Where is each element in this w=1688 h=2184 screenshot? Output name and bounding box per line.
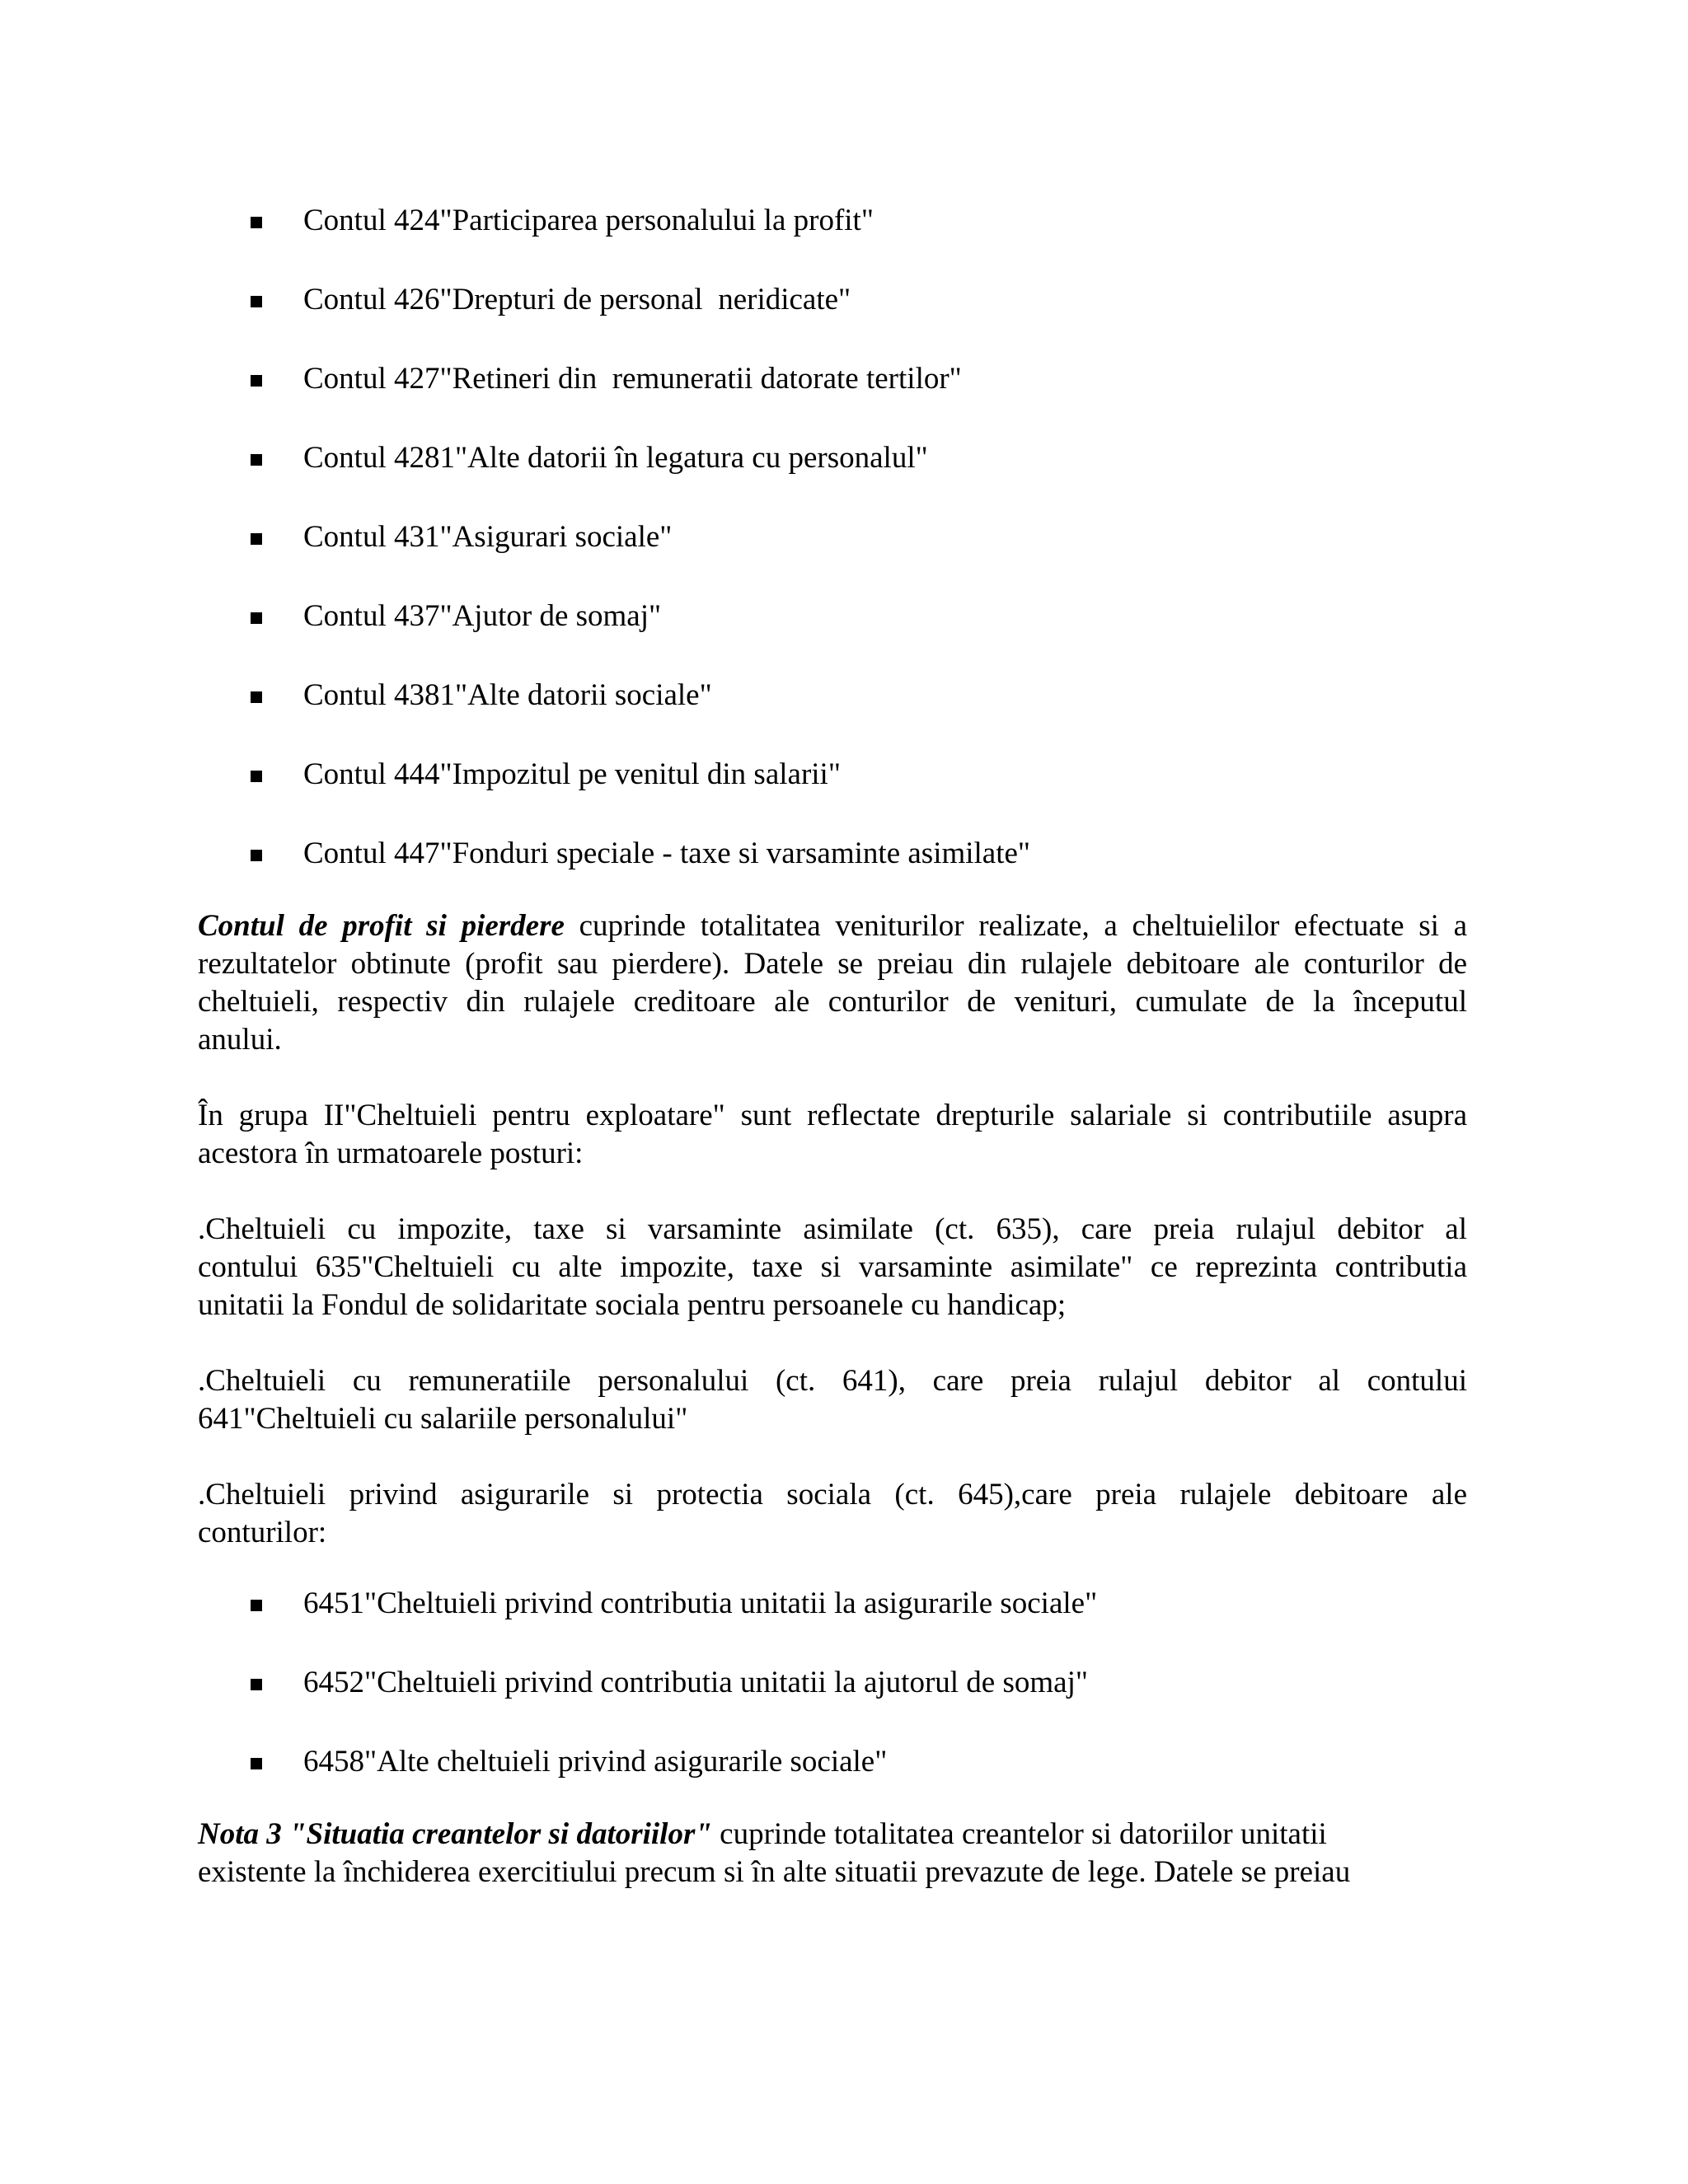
- remuneration-paragraph: [198, 1362, 1467, 1438]
- paragraph-line: 641"Cheltuieli cu salariile personalului": [198, 1402, 688, 1436]
- list-item: [0, 359, 1566, 408]
- list-item: [0, 1662, 1566, 1712]
- list-item: [0, 596, 1566, 645]
- list-item-text: Contul 447"Fonduri speciale - taxe si varsaminte asimilate": [303, 837, 1031, 870]
- tax-expense-paragraph: [198, 1211, 1467, 1324]
- social-insurance-paragraph: [198, 1476, 1467, 1552]
- square-bullet-icon: [251, 1679, 262, 1690]
- square-bullet-icon: [251, 850, 262, 861]
- square-bullet-icon: [251, 533, 262, 545]
- paragraph-line: existente la închiderea exercitiului precum si în alte situatii prevazute de lege. Datele se preiau: [198, 1855, 1351, 1889]
- square-bullet-icon: [251, 1758, 262, 1769]
- paragraph-line: [198, 907, 1467, 945]
- list-item-text: Contul 431"Asigurari sociale": [303, 520, 673, 554]
- paragraph-text: cuprinde totalitatea veniturilor realizate, a cheltuielilor efectuate si a: [564, 909, 1467, 943]
- list-item: [0, 1583, 1566, 1633]
- paragraph-line: În grupa II"Cheltuieli pentru exploatare" sunt reflectate drepturile salariale si contributiile asupra: [198, 1099, 1467, 1132]
- paragraph-line: rezultatelor obtinute (profit sau pierdere). Datele se preiau din rulajele debitoare ale conturilor de: [198, 947, 1467, 981]
- section-lead: Nota 3 "Situatia creantelor si datoriilor": [198, 1817, 712, 1851]
- list-item: [0, 279, 1566, 329]
- list-item: [0, 200, 1566, 250]
- square-bullet-icon: [251, 217, 262, 228]
- paragraph-line: cheltuieli, respectiv din rulajele creditoare ale conturilor de venituri, cumulate de la începutul: [198, 985, 1467, 1019]
- square-bullet-icon: [251, 1600, 262, 1611]
- paragraph-text: cuprinde totalitatea creantelor si datoriilor unitatii: [711, 1817, 1327, 1851]
- list-item-text: 6458"Alte cheltuieli privind asigurarile sociale": [303, 1745, 888, 1779]
- square-bullet-icon: [251, 375, 262, 387]
- paragraph-line: acestora în urmatoarele posturi:: [198, 1137, 584, 1170]
- list-item-text: Contul 4281"Alte datorii în legatura cu personalul": [303, 441, 928, 475]
- list-item: [0, 1741, 1566, 1791]
- paragraph-line: anului.: [198, 1023, 282, 1057]
- list-item: [0, 438, 1566, 487]
- list-item-text: Contul 4381"Alte datorii sociale": [303, 678, 712, 712]
- paragraph-line: .Cheltuieli cu impozite, taxe si varsaminte asimilate (ct. 635), care preia rulajul debitor al: [198, 1212, 1467, 1246]
- list-item-text: Contul 437"Ajutor de somaj": [303, 599, 662, 633]
- list-item-text: Contul 424"Participarea personalului la profit": [303, 204, 874, 237]
- paragraph-line: conturilor:: [198, 1516, 327, 1549]
- profit-loss-paragraph: [198, 907, 1467, 1059]
- list-item: [0, 833, 1566, 883]
- paragraph-line: [198, 1816, 1467, 1854]
- paragraph-line: .Cheltuieli privind asigurarile si protectia sociala (ct. 645),care preia rulajele debitoare ale: [198, 1478, 1467, 1511]
- paragraph-line: unitatii la Fondul de solidaritate sociala pentru persoanele cu handicap;: [198, 1288, 1067, 1322]
- square-bullet-icon: [251, 296, 262, 307]
- list-item-text: Contul 444"Impozitul pe venitul din salarii": [303, 757, 841, 791]
- list-item-text: Contul 427"Retineri din remuneratii datorate tertilor": [303, 362, 962, 396]
- section-lead: Contul de profit si pierdere: [198, 909, 565, 943]
- list-item-text: 6451"Cheltuieli privind contributia unitatii la asigurarile sociale": [303, 1586, 1098, 1620]
- list-item-text: Contul 426"Drepturi de personal neridicate": [303, 283, 851, 316]
- list-item-text: 6452"Cheltuieli privind contributia unitatii la ajutorul de somaj": [303, 1666, 1088, 1699]
- group-ii-paragraph: [198, 1097, 1467, 1173]
- square-bullet-icon: [251, 612, 262, 624]
- paragraph-line: contului 635"Cheltuieli cu alte impozite, taxe si varsaminte asimilate" ce reprezinta contributia: [198, 1250, 1467, 1284]
- square-bullet-icon: [251, 691, 262, 703]
- list-item: [0, 754, 1566, 804]
- paragraph-line: .Cheltuieli cu remuneratiile personalului (ct. 641), care preia rulajul debitor al contului: [198, 1364, 1467, 1398]
- list-item: [0, 517, 1566, 566]
- square-bullet-icon: [251, 454, 262, 466]
- note-3-paragraph: [198, 1816, 1467, 1891]
- square-bullet-icon: [251, 771, 262, 782]
- list-item: [0, 675, 1566, 724]
